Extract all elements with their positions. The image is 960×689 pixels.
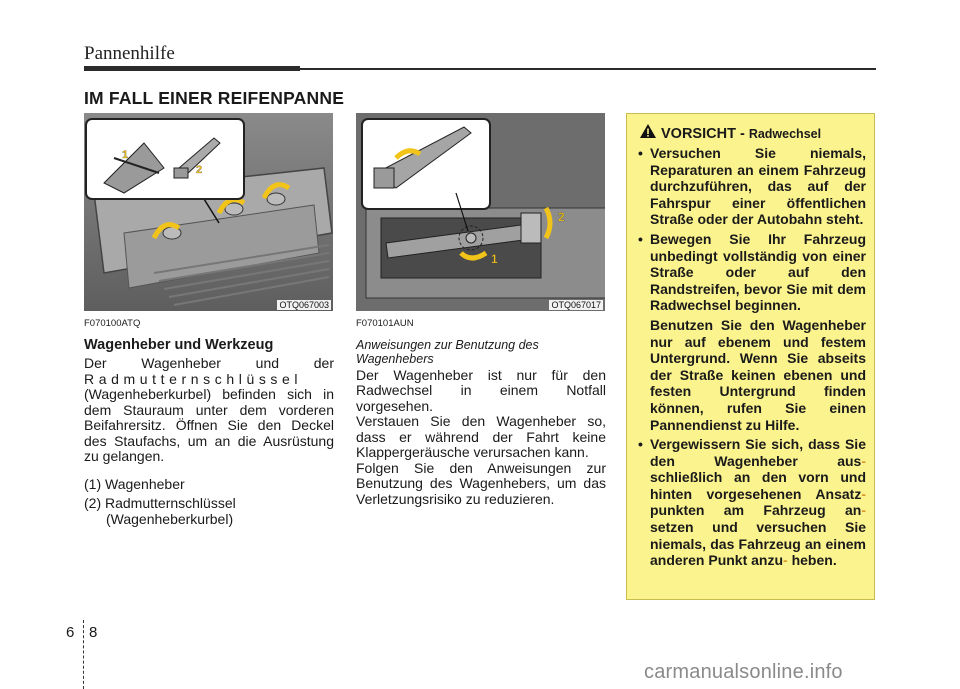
list-item: (1) Wagenheber (84, 475, 185, 492)
caution-title-text: VORSICHT - (661, 126, 745, 142)
caution-item (638, 436, 866, 569)
page-separator (83, 620, 84, 689)
list-item: (2) Radmutternschlüssel (84, 495, 236, 511)
warning-triangle-icon (639, 123, 657, 139)
section-code: F070100ATQ (84, 318, 141, 329)
paragraph: (Wagenheberkurbel) befinden sich in dem Stauraum unter dem vorderen Beifahrersitz. Öffnen Sie den Deckel des Staufachs, um an die Ausrüstung zu gelangen. (84, 386, 334, 464)
bullet: • (638, 145, 643, 161)
caution-note: Benutzen Sie den Wagenheber nur auf ebenem und festem Untergrund. Wenn Sie abseits der Straße keinen ebenen und festen Untergrund finden können, rufen Sie einen Pannendienst zu Hilfe. (650, 316, 866, 433)
figure-jack-storage (84, 113, 333, 311)
section-subtitle: Anweisungen zur Benutzung des Wagenhebers (356, 337, 539, 366)
caution-text: schließlich an den vorn und hinten vorgesehenen Ansatz (650, 469, 866, 502)
list-item-cont: (Wagenheberkurbel) (106, 510, 234, 527)
caution-text: Bewegen Sie Ihr Fahrzeug unbedingt vollständig von einer Straße oder auf den Randstreifen, bevor Sie mit dem Radwechsel beginnen. (650, 230, 866, 314)
caution-text: Vergewissern Sie sich, dass Sie den Wagenheber aus (650, 436, 866, 469)
hyphen: - (783, 552, 788, 569)
caution-box (626, 113, 875, 600)
caution-text: Versuchen Sie niemals, Reparaturen an einem Fahrzeug durchzuführen, das auf der Fahrspur einer öffentlichen Straße oder der Autobahn steht. (650, 145, 866, 228)
caution-text: punkten am Fahrzeug an (650, 502, 862, 519)
hyphen: - (861, 485, 866, 502)
paragraph: Verstauen Sie den Wagenheber so, dass er während der Fahrt keine Klappergeräusche verursachen kann. (356, 413, 606, 460)
page-title: IM FALL EINER REIFENPANNE (84, 88, 345, 108)
page-number: 8 (89, 624, 98, 641)
bullet: • (638, 230, 643, 247)
hyphen: - (861, 502, 866, 519)
figure-jack-usage (356, 113, 605, 311)
caution-item (638, 145, 866, 228)
caution-subtitle: Radwechsel (748, 127, 822, 141)
figure-code: OTQ067017 (551, 300, 601, 310)
hyphen: - (861, 452, 866, 469)
jack-storage-illustration (84, 113, 333, 311)
caution-text: setzen und versuchen Sie niemals, das Fahrzeug an einem anderen Punkt anzu (650, 519, 866, 569)
figure-label-1: 1 (122, 149, 129, 161)
section-jack-instructions (356, 316, 606, 507)
caution-list (638, 145, 866, 572)
bullet: • (638, 436, 643, 453)
caution-item (638, 231, 866, 314)
section-subtitle: Wagenheber und Werkzeug (84, 336, 274, 353)
caution-title (661, 126, 821, 142)
section-jack-tools (84, 316, 334, 527)
jack-usage-illustration (356, 113, 605, 311)
para-line: Radmutternschlüssel (84, 370, 303, 387)
watermark: carmanualsonline.info (644, 661, 843, 683)
header-rule (300, 68, 876, 70)
caution-text: heben. (791, 552, 837, 569)
figure-code: OTQ067003 (279, 300, 329, 310)
section-code: F070101AUN (356, 318, 414, 329)
section-name: Pannenhilfe (84, 43, 175, 64)
paragraph: Folgen Sie den Anweisungen zur Benutzung des Wagenhebers, um das Verletzungsrisiko zu reduzieren. (356, 459, 606, 507)
figure-label-2: 2 (196, 164, 203, 176)
figure-label-2: 2 (558, 210, 565, 224)
header-rule-thick (84, 66, 300, 71)
figure-label-1: 1 (491, 252, 498, 266)
chapter-number: 6 (66, 624, 75, 641)
paragraph: Der Wagenheber ist nur für den Radwechsel in einem Notfall vorgesehen. (356, 366, 606, 414)
para-line: Der Wagenheber und der (84, 355, 334, 371)
